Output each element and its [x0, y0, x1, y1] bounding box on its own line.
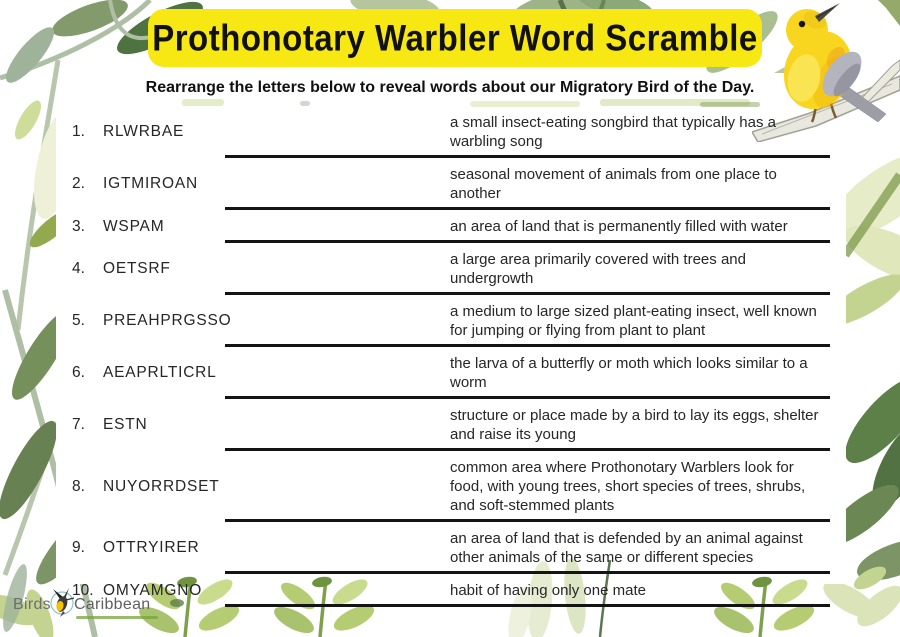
leaf-smudge [182, 99, 224, 106]
scrambled-word: OETSRF [103, 260, 171, 277]
definition-text: an area of land that is defended by an animal against other animals of the same or different species [450, 530, 803, 566]
answer-line [225, 399, 830, 451]
scramble-row [72, 522, 830, 574]
answer-line [225, 522, 830, 574]
instructions-text: Rearrange the letters below to reveal words about our Migratory Bird of the Day. [145, 79, 755, 96]
definition-text: habit of having only one mate [450, 582, 646, 599]
scramble-row [72, 347, 830, 399]
answer-line [225, 106, 830, 158]
item-number: 4. [72, 260, 85, 277]
title-banner [148, 9, 762, 67]
scrambled-word: OMYAMGNO [103, 581, 203, 599]
scrambled-word: ESTN [103, 416, 148, 433]
scrambled-word: PREAHPRGSSO [103, 312, 232, 329]
item-number: 7. [72, 416, 85, 433]
answer-line [225, 243, 830, 295]
item-number: 9. [72, 539, 85, 556]
item-number: 5. [72, 312, 85, 329]
definition-text: a large area primarily covered with trees and undergrowth [450, 251, 746, 287]
definition-text: the larva of a butterfly or moth which looks similar to a worm [450, 355, 808, 391]
answer-line [225, 574, 830, 607]
logo-tagline-bar [76, 616, 158, 619]
scrambled-word: OTTRYIRER [103, 539, 200, 556]
definition-text: an area of land that is permanently filled with water [450, 218, 788, 235]
definition-text: a small insect-eating songbird that typically has a warbling song [450, 114, 777, 150]
logo-text-caribbean: Caribbean [74, 596, 151, 614]
scrambled-word: WSPAM [103, 217, 165, 235]
item-number: 6. [72, 364, 85, 381]
scramble-row [72, 243, 830, 295]
logo-text-birds: Birds [13, 596, 51, 613]
answer-line [225, 295, 830, 347]
scramble-row [72, 399, 830, 451]
item-number: 10. [72, 581, 94, 599]
item-number: 3. [72, 217, 85, 235]
hummingbird-icon [50, 587, 76, 617]
answer-line [225, 158, 830, 210]
definition-text: structure or place made by a bird to lay its eggs, shelter and raise its young [450, 407, 819, 443]
scramble-row [72, 295, 830, 347]
scrambled-word: NUYORRDSET [103, 477, 220, 495]
scramble-row [72, 158, 830, 210]
answer-line [225, 210, 830, 243]
definition-text: common area where Prothonotary Warblers look for food, with young trees, short species of trees, shrubs, and soft-stemmed plants [450, 459, 806, 514]
scramble-row [72, 574, 830, 607]
scrambled-word: AEAPRLTICRL [103, 364, 217, 381]
item-number: 8. [72, 477, 85, 495]
scramble-row [72, 106, 830, 158]
answer-line [225, 451, 830, 522]
definition-text: a medium to large sized plant-eating insect, well known for jumping or flying from plant to plant [450, 303, 817, 339]
answer-line [225, 347, 830, 399]
scrambled-word: RLWRBAE [103, 123, 185, 140]
scramble-row [72, 210, 830, 243]
definition-text: seasonal movement of animals from one place to another [450, 166, 777, 202]
scramble-row [72, 451, 830, 522]
page-title: Prothonotary Warbler Word Scramble [152, 16, 758, 59]
item-number: 1. [72, 123, 85, 140]
scrambled-word: IGTMIROAN [103, 175, 199, 192]
scramble-list [72, 106, 830, 607]
item-number: 2. [72, 175, 85, 192]
birdscaribbean-logo [13, 588, 150, 622]
